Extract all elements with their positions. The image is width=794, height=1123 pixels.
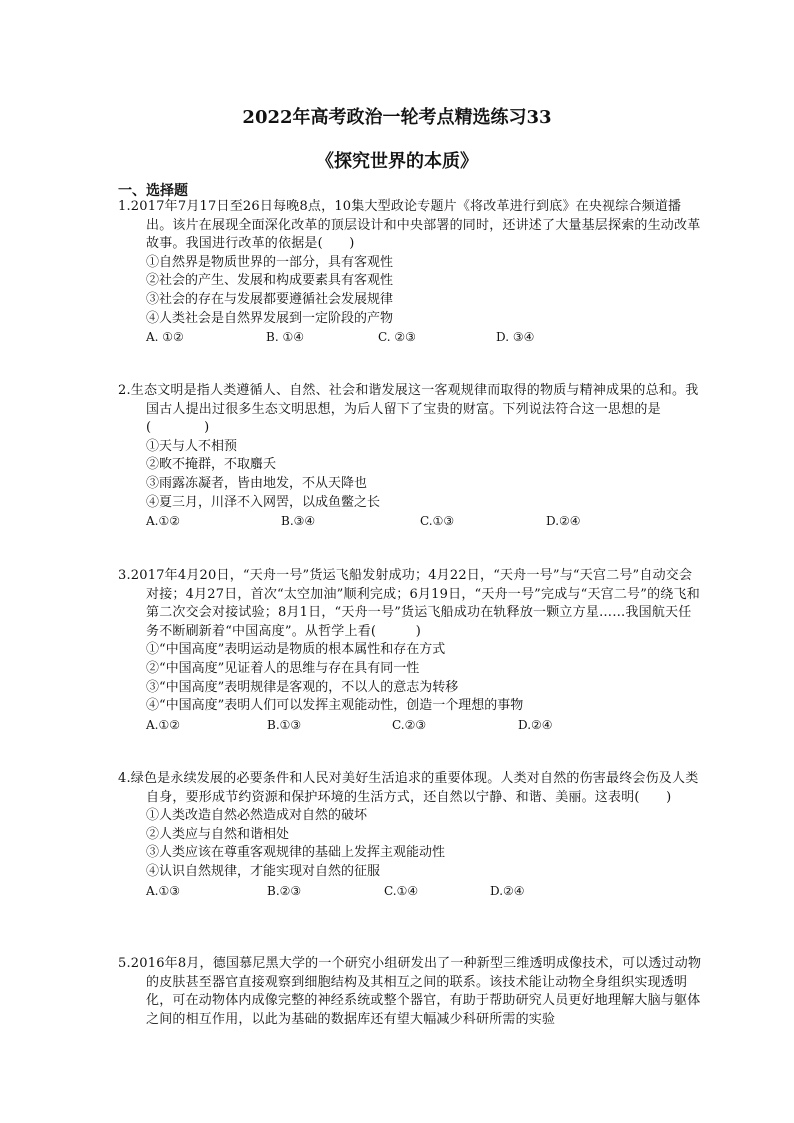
page-subtitle: 《探究世界的本质》 [316, 151, 478, 172]
choice-b: B.③④ [281, 514, 316, 529]
choice-d: D.②④ [546, 514, 581, 529]
question-2 [118, 382, 702, 531]
option-line: ③人类应该在尊重客观规律的基础上发挥主观能动性 [146, 845, 446, 861]
question-stem: 2.生态文明是指人类遵循人、自然、社会和谐发展这一客观规律而取得的物质与精神成果的总和。我国古人提出过很多生态文明思想，为后人留下了宝贵的财富。下列说法符合这一思想的是( ) [118, 383, 699, 436]
answer-choices [118, 716, 702, 735]
choice-a: A.①③ [146, 883, 180, 898]
option-line: ②社会的产生、发展和构成要素具有客观性 [146, 273, 394, 289]
choice-c: C.②③ [392, 717, 427, 732]
option-line: ①天与人不相预 [146, 438, 238, 454]
option-line: ①“中国高度”表明运动是物质的根本属性和存在方式 [146, 642, 446, 658]
question-stem: 4.绿色是永续发展的必要条件和人民对美好生活追求的重要体现。人类对自然的伤害最终会伤及人类自身，要形成节约资源和保护环境的生活方式，还自然以宁静、和谐、美丽。这表明( ) [118, 771, 699, 805]
page-title: 2022年高考政治一轮考点精选练习33 [242, 107, 552, 128]
option-line: ③“中国高度”表明规律是客观的，不以人的意志为转移 [146, 679, 459, 695]
question-stem: 3.2017年4月20日，“天舟一号”货运飞船发射成功；4月22日，“天舟一号”与“天宫二号”自动交会对接；4月27日，首次“太空加油”顺利完成；6月19日，“天舟一号”完成与“天宫二号”的绕飞和第二次交会对接试验；8月1日，“天舟一号”货运飞船成功在轨释放一颗立方星……我国航天任务不断刷新着“中国高度”。从哲学上看( ) [118, 568, 700, 639]
question-3 [118, 567, 702, 735]
answer-choices [118, 328, 702, 347]
option-line: ④人类社会是自然界发展到一定阶段的产物 [146, 310, 394, 326]
question-5 [118, 955, 702, 1029]
section-heading: 一、选择题 [118, 183, 188, 199]
answer-choices [118, 882, 702, 901]
question-stem: 5.2016年8月，德国慕尼黑大学的一个研究小组研发出了一种新型三维透明成像技术，可以透过动物的皮肤甚至器官直接观察到细胞结构及其相互之间的联系。该技术能让动物全身组织实现透明化，可在动物体内成像完整的神经系统或整个器官，有助于帮助研究人员更好地理解大脑与躯体之间的相互作用，以此为基础的数据库还有望大幅减少科研所需的实验 [118, 956, 702, 1027]
choice-b: B.②③ [267, 883, 302, 898]
option-line: ②畋不掩群，不取麛夭 [146, 457, 277, 473]
question-stem: 1.2017年7月17日至26日每晚8点，10集大型政论专题片《将改革进行到底》在央视综合频道播出。该片在展现全面深化改革的顶层设计和中央部署的同时，还讲述了大量基层探索的生动改革故事。我国进行改革的依据是( ) [118, 199, 701, 252]
choice-d: D. ③④ [496, 330, 535, 345]
choice-c: C.①③ [420, 514, 455, 529]
option-line: ②人类应与自然和谐相处 [146, 826, 290, 842]
choice-b: B. ①④ [266, 330, 304, 345]
choice-d: D.②④ [490, 883, 525, 898]
choice-a: A.①② [146, 514, 180, 529]
question-4 [118, 770, 702, 901]
choice-d: D.②④ [518, 717, 553, 732]
choice-c: C.①④ [384, 883, 419, 898]
choice-c: C. ②③ [378, 330, 416, 345]
question-1 [118, 198, 702, 347]
option-line: ④“中国高度”表明人们可以发挥主观能动性，创造一个理想的事物 [146, 698, 524, 714]
option-line: ④夏三月，川泽不入网罟，以成鱼鳖之长 [146, 494, 381, 510]
option-line: ③社会的存在与发展都要遵循社会发展规律 [146, 291, 394, 307]
choice-b: B.①③ [267, 717, 302, 732]
option-line: ④认识自然规律，才能实现对自然的征服 [146, 863, 381, 879]
choice-a: A. ①② [146, 330, 184, 345]
option-line: ①人类改造自然必然造成对自然的破坏 [146, 808, 368, 824]
option-line: ①自然界是物质世界的一部分，具有客观性 [146, 254, 394, 270]
option-line: ②“中国高度”见证着人的思维与存在具有同一性 [146, 660, 420, 676]
answer-choices [118, 512, 702, 531]
option-line: ③雨露冻凝者，皆由地发，不从天降也 [146, 475, 368, 491]
choice-a: A.①② [146, 717, 180, 732]
